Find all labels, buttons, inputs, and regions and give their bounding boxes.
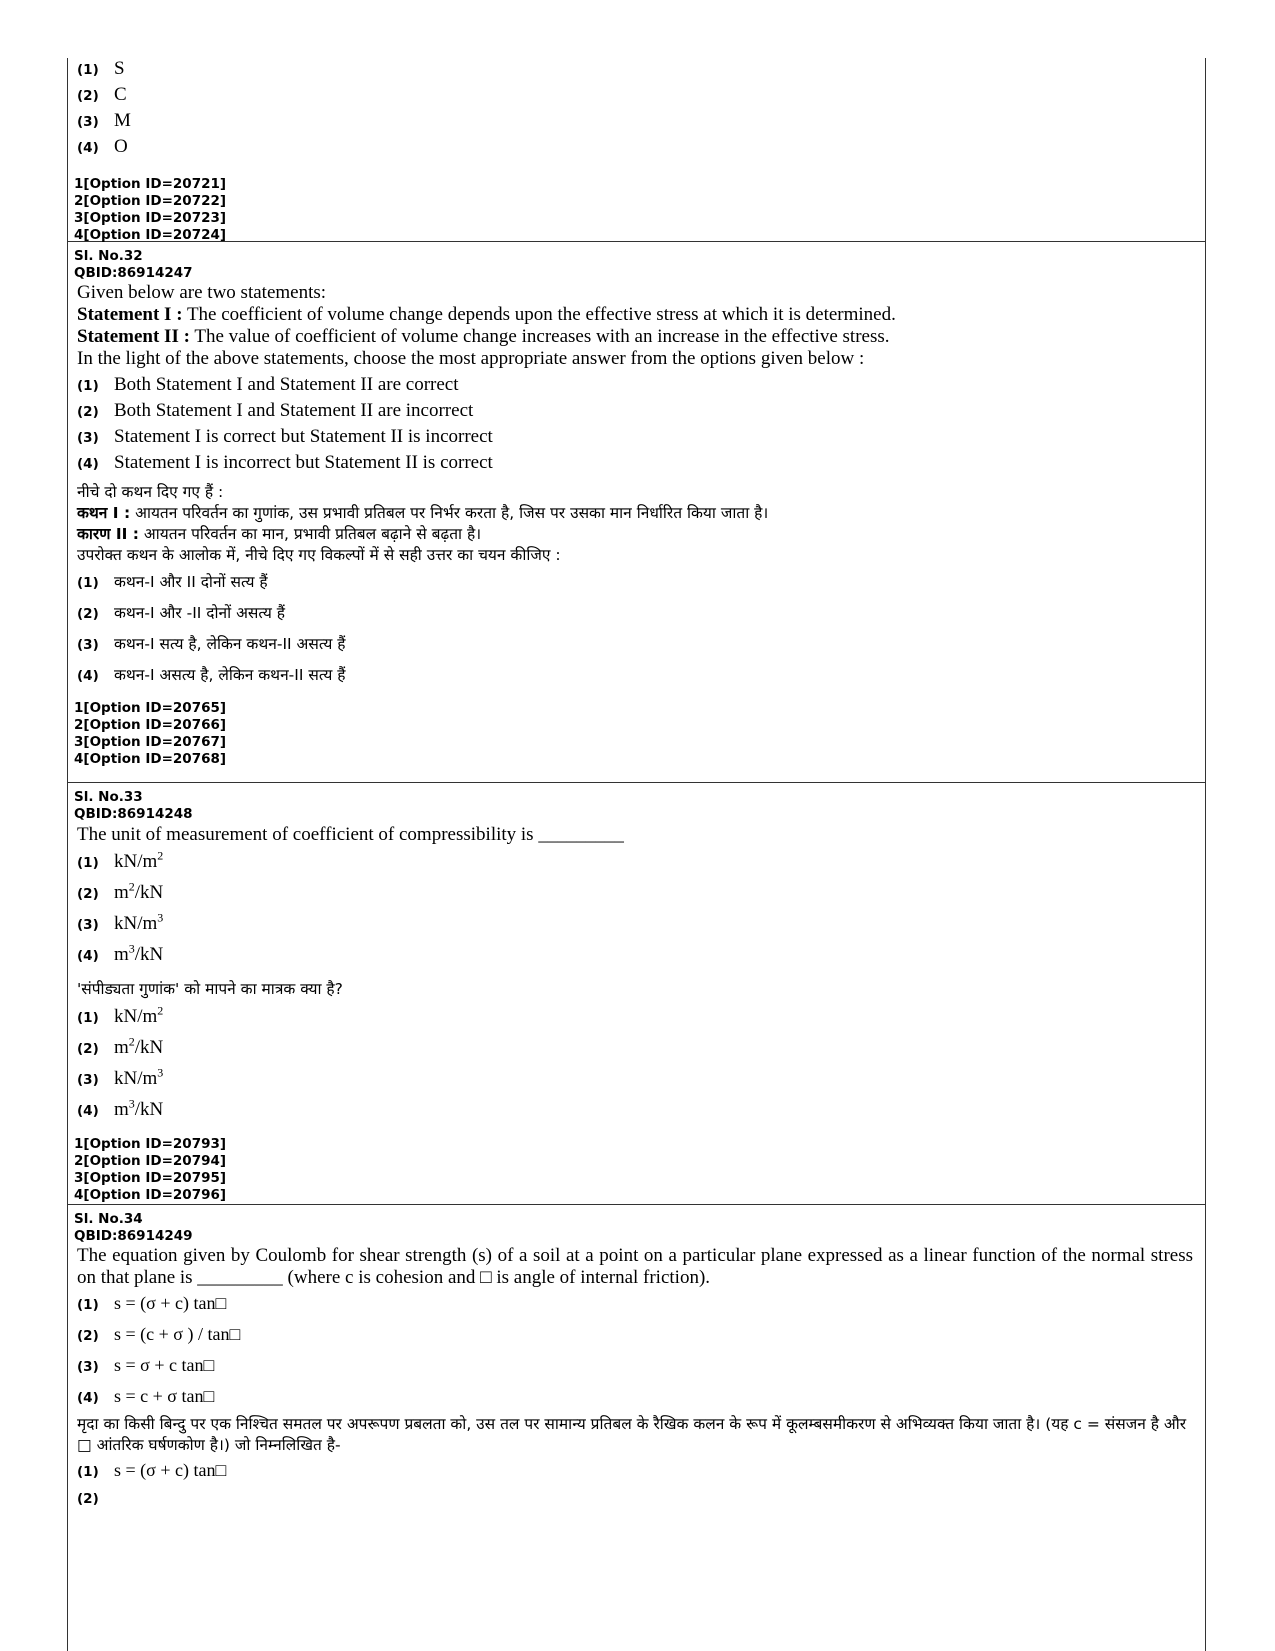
option-number: (2)	[77, 1041, 99, 1057]
option-number: (1)	[77, 378, 99, 394]
option-number: (4)	[77, 140, 99, 156]
hindi-statement-1-label: कथन I :	[77, 504, 131, 522]
option-text: $m^2/kN$	[114, 1034, 164, 1058]
hindi-statement-2-text: आयतन परिवर्तन का मान, प्रभावी प्रतिबल बढ़ाने से बढ़ता है।	[139, 525, 482, 543]
option-number: (1)	[77, 1464, 99, 1480]
option-text: $m^3/kN$	[114, 1096, 164, 1120]
hindi-option-4	[74, 1096, 1199, 1130]
question-31-tail	[68, 58, 1205, 242]
hindi-option-3	[74, 1065, 1199, 1099]
serial-number: Sl. No.33	[74, 789, 143, 805]
option-text: O	[114, 136, 128, 157]
option-number: (4)	[77, 948, 99, 964]
option-text: C	[114, 84, 127, 105]
option-4	[74, 452, 1199, 478]
option-number: (3)	[77, 637, 99, 653]
hindi-option-3	[74, 632, 1199, 663]
option-id: 4[Option ID=20768]	[74, 751, 227, 767]
statement-2	[74, 326, 1199, 348]
question-34	[68, 1205, 1205, 1517]
hindi-question-text: मृदा का किसी बिन्दु पर एक निश्चित समतल पर अपरूपण प्रबलता को, उस तल पर सामान्य प्रतिबल के रैखिक कलन के रूप में कूलम्बसमीकरण से अभिव्यक्त किया जाता है। (यह c = संसजन है और □ आंतरिक घर्षणकोण है।) जो निम्नलिखित है-	[77, 1415, 1187, 1454]
statement-2-label: Statement II :	[77, 326, 190, 347]
option-text: Both Statement I and Statement II are incorrect	[114, 400, 474, 421]
hindi-option-1	[74, 1003, 1199, 1037]
option-text: Both Statement I and Statement II are correct	[114, 374, 459, 395]
question-intro: Given below are two statements:	[77, 282, 327, 303]
option-text: s = (c + σ ) / tan□	[114, 1324, 241, 1344]
option-number: (4)	[77, 456, 99, 472]
option-id: 2[Option ID=20794]	[74, 1153, 227, 1169]
option-4	[74, 136, 1199, 162]
option-text: $m^3/kN$	[114, 941, 164, 965]
option-text: कथन-I और -II दोनों असत्य हैं	[114, 604, 286, 622]
option-number: (3)	[77, 430, 99, 446]
option-text: $kN/m^3$	[114, 910, 164, 934]
option-1	[74, 1293, 1199, 1324]
option-number: (2)	[77, 606, 99, 622]
option-id: 3[Option ID=20795]	[74, 1170, 227, 1186]
hindi-statement-1-text: आयतन परिवर्तन का गुणांक, उस प्रभावी प्रतिबल पर निर्भर करता है, जिस पर उसका मान निर्धारित किया जाता है।	[130, 504, 769, 522]
option-text: Statement I is incorrect but Statement II is correct	[114, 452, 493, 473]
option-number: (3)	[77, 1072, 99, 1088]
option-text: s = c + σ tan□	[114, 1386, 215, 1406]
option-id: 3[Option ID=20767]	[74, 734, 227, 750]
hindi-option-2	[74, 1034, 1199, 1068]
serial-number: Sl. No.32	[74, 248, 143, 264]
qbid: QBID:86914249	[74, 1228, 193, 1244]
statement-1-label: Statement I :	[77, 304, 183, 325]
option-number: (3)	[77, 917, 99, 933]
option-text: $m^2/kN$	[114, 879, 164, 903]
option-2	[74, 879, 1199, 913]
option-text: s = (σ + c) tan□	[114, 1293, 227, 1313]
hindi-statement-1	[74, 503, 1199, 524]
option-text: कथन-I सत्य है, लेकिन कथन-II असत्य हैं	[114, 635, 346, 653]
option-number: (3)	[77, 1359, 99, 1375]
option-number: (4)	[77, 1390, 99, 1406]
hindi-statement-2	[74, 524, 1199, 545]
option-3	[74, 910, 1199, 944]
option-id: 1[Option ID=20765]	[74, 700, 227, 716]
hindi-question-text: 'संपीड्यता गुणांक' को मापने का मात्रक क्या है?	[77, 980, 343, 998]
question-text: The unit of measurement of coefficient of compressibility is _________	[77, 824, 624, 845]
question-prompt: In the light of the above statements, choose the most appropriate answer from the options given below :	[77, 348, 865, 369]
option-id: 3[Option ID=20723]	[74, 210, 227, 226]
option-3	[74, 426, 1199, 452]
option-id-list	[74, 1136, 1199, 1204]
statement-2-text: The value of coefficient of volume change increases with an increase in the effective stress.	[189, 326, 890, 347]
option-id-list	[74, 700, 1199, 768]
option-2	[74, 400, 1199, 426]
option-1	[74, 848, 1199, 882]
option-3	[74, 1355, 1199, 1386]
option-id: 1[Option ID=20793]	[74, 1136, 227, 1152]
option-2	[74, 84, 1199, 110]
option-2	[74, 1324, 1199, 1355]
option-number: (1)	[77, 1297, 99, 1313]
option-text: s = σ + c tan□	[114, 1355, 215, 1375]
option-number: (2)	[77, 88, 99, 104]
option-number: (1)	[77, 1010, 99, 1026]
option-1	[74, 58, 1199, 84]
option-id: 4[Option ID=20724]	[74, 227, 227, 243]
statement-1	[74, 304, 1199, 326]
option-text: $kN/m^2$	[114, 848, 164, 872]
option-text: $kN/m^3$	[114, 1065, 164, 1089]
option-4	[74, 1386, 1199, 1414]
option-id-list	[74, 176, 1199, 244]
question-32	[68, 242, 1205, 783]
hindi-prompt: उपरोक्त कथन के आलोक में, नीचे दिए गए विकल्पों में से सही उत्तर का चयन कीजिए :	[77, 546, 561, 564]
option-number: (2)	[77, 1328, 99, 1344]
option-number: (1)	[77, 855, 99, 871]
option-number: (1)	[77, 575, 99, 591]
serial-number: Sl. No.34	[74, 1211, 143, 1227]
option-number: (3)	[77, 114, 99, 130]
hindi-statement-2-label: कारण II :	[77, 525, 139, 543]
option-text: Statement I is correct but Statement II is incorrect	[114, 426, 493, 447]
option-text: कथन-I और II दोनों सत्य हैं	[114, 573, 268, 591]
option-4	[74, 941, 1199, 975]
option-id: 1[Option ID=20721]	[74, 176, 227, 192]
option-1	[74, 374, 1199, 400]
option-id: 2[Option ID=20766]	[74, 717, 227, 733]
option-text: s = (σ + c) tan□	[114, 1460, 227, 1480]
option-number: (2)	[77, 886, 99, 902]
option-number: (1)	[77, 62, 99, 78]
qbid: QBID:86914248	[74, 806, 193, 822]
question-33	[68, 783, 1205, 1205]
hindi-option-4	[74, 663, 1199, 694]
option-number: (4)	[77, 668, 99, 684]
option-number: (2)	[77, 1491, 99, 1507]
option-text: M	[114, 110, 131, 131]
option-id: 4[Option ID=20796]	[74, 1187, 227, 1203]
option-3	[74, 110, 1199, 136]
statement-1-text: The coefficient of volume change depends upon the effective stress at which it is determined.	[182, 304, 896, 325]
question-paper-page	[67, 58, 1206, 1651]
hindi-intro: नीचे दो कथन दिए गए हैं :	[77, 483, 224, 501]
hindi-option-1	[74, 570, 1199, 601]
option-text: S	[114, 58, 125, 79]
question-text: The equation given by Coulomb for shear strength (s) of a soil at a point on a particular plane expressed as a linear function of the normal stress on that plane is _________ (where c is cohesion and □ is angle of internal friction).	[77, 1245, 1193, 1288]
qbid: QBID:86914247	[74, 265, 193, 281]
option-number: (4)	[77, 1103, 99, 1119]
hindi-option-1	[74, 1460, 1199, 1491]
option-id: 2[Option ID=20722]	[74, 193, 227, 209]
option-text: कथन-I असत्य है, लेकिन कथन-II सत्य हैं	[114, 666, 346, 684]
option-number: (2)	[77, 404, 99, 420]
hindi-option-2	[74, 601, 1199, 632]
hindi-option-2	[74, 1491, 1199, 1515]
option-text: $kN/m^2$	[114, 1003, 164, 1027]
